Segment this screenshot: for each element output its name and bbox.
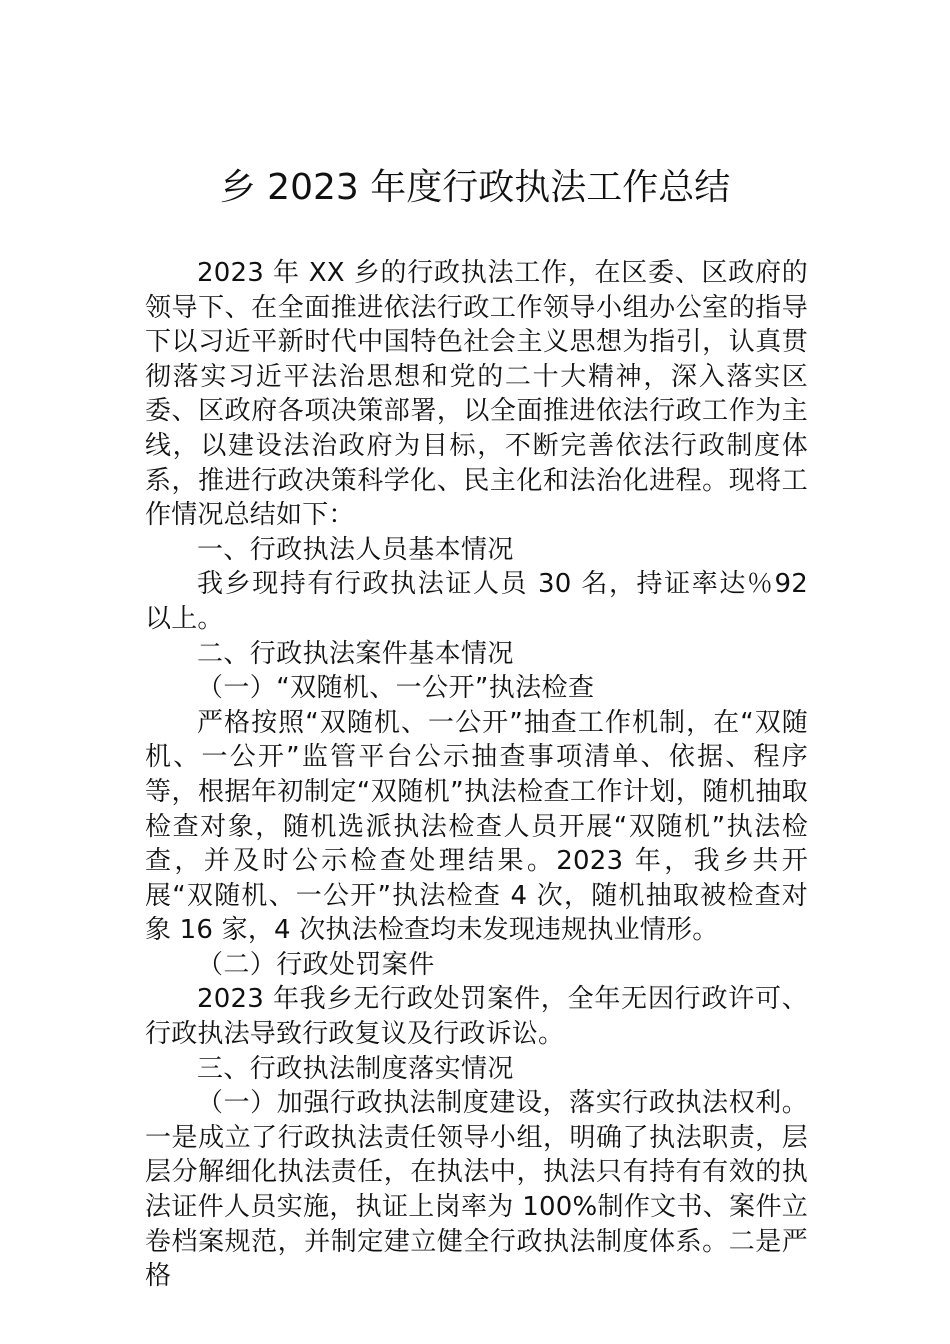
intro-paragraph: 2023 年 XX 乡的行政执法工作，在区委、区政府的领导下、在全面推进依法行政工作领导小组办公室的指导下以习近平新时代中国特色社会主义思想为指引，认真贯彻落实习近平法治思想和党的二十大精神，深入落实区委、区政府各项决策部署，以全面推进依法行政工作为主线，以建设法治政府为目标，不断完善依法行政制度体系，推进行政决策科学化、民主化和法治化进程。现将工作情况总结如下： — [145, 258, 808, 531]
section-heading-2: 二、行政执法案件基本情况 — [197, 638, 514, 669]
subsection-2-1-paragraph: 严格按照“双随机、一公开”抽查工作机制，在“双随机、一公开”监管平台公示抽查事项清单、依据、程序等，根据年初制定“双随机”执法检查工作计划，随机抽取检查对象，随机选派执法检查人员开展“双随机”执法检查，并及时公示检查处理结果。2023 年，我乡共开展“双随机、一公开”执法检查 4 次，随机抽取被检查对象 16 家，4 次执法检查均未发现违规执业情形。 — [145, 707, 808, 946]
subsection-3-1-paragraph: （一）加强行政执法制度建设，落实行政执法权利。一是成立了行政执法责任领导小组，明确了执法职责，层层分解细化执法责任，在执法中，执法只有持有有效的执法证件人员实施，执证上岗率为 100%制作文书、案件立卷档案规范，并制定建立健全行政执法制度体系。二是严格 — [145, 1088, 808, 1292]
subsection-2-2-paragraph: 2023 年我乡无行政处罚案件，全年无因行政许可、行政执法导致行政复议及行政诉讼。 — [145, 984, 808, 1050]
document-body — [145, 256, 808, 1294]
section-1-paragraph: 我乡现持有行政执法证人员 30 名，持证率达％92 以上。 — [145, 569, 808, 634]
subsection-heading-2-1: （一）“双随机、一公开”执法检查 — [197, 673, 595, 704]
document-title: 乡 2023 年度行政执法工作总结 — [219, 167, 731, 208]
section-heading-3: 三、行政执法制度落实情况 — [197, 1053, 514, 1084]
subsection-heading-2-2: （二）行政处罚案件 — [197, 949, 435, 980]
section-heading-1: 一、行政执法人员基本情况 — [197, 534, 514, 565]
